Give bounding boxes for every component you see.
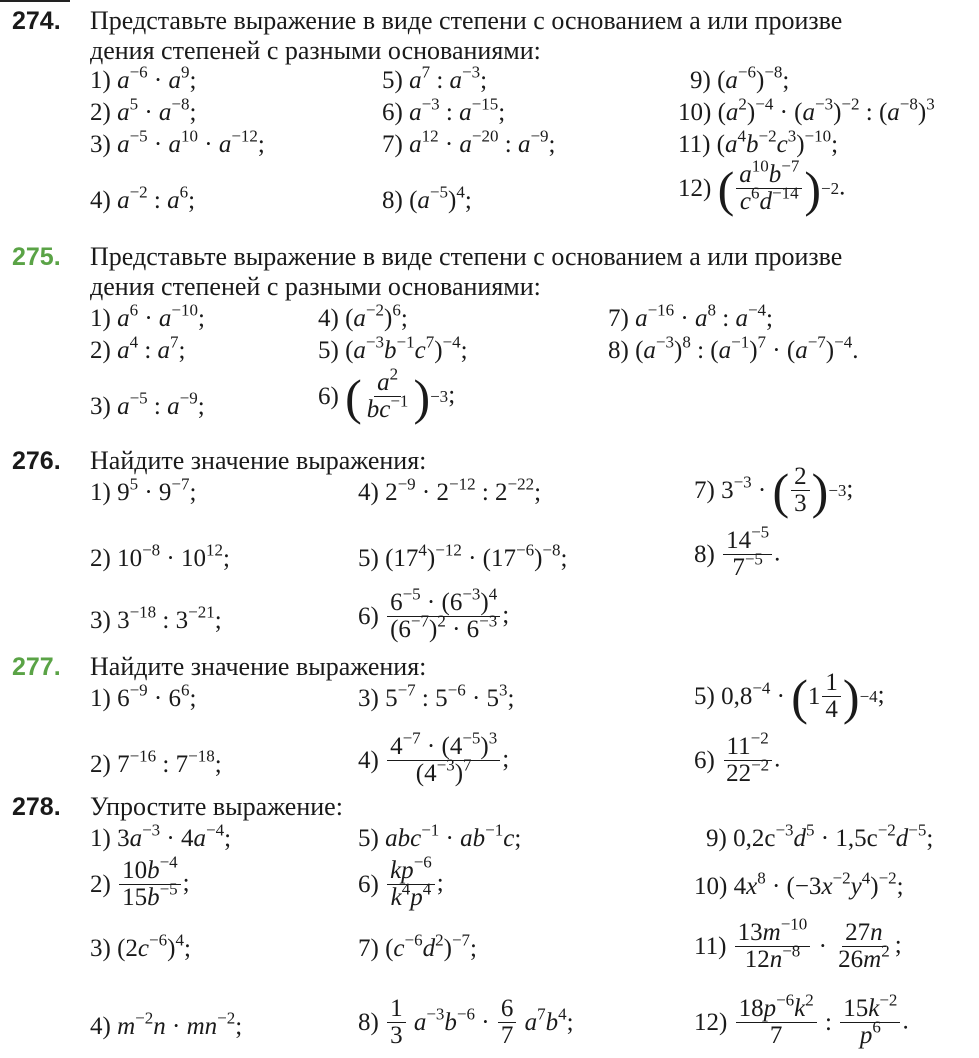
ex278-item-10: 10) $4x^8 \cdot (-3x^{-2}y^4)^{-2}$; (694, 868, 904, 900)
ex274-item-10: 10) $(a^2)^{-4} \cdot (a^{-3})^{-2}$ : $(a^{-8})^3$ (678, 94, 935, 126)
exercise-276-heading: Найдите значение выражения: (90, 446, 427, 475)
ex275-item-3: 3) $a^{-5}$ : $a^{-9}$; (90, 388, 205, 420)
ex277-item-1: 1) $6^{-9} \cdot 6^6$; (90, 680, 197, 712)
ex277-item-3: 3) $5^{-7}$ : $5^{-6} \cdot 5^3$; (358, 680, 515, 712)
ex278-item-4: 4) $m^{-2}n \cdot mn^{-2}$; (90, 1008, 243, 1040)
ex276-item-7: 7) $3^{-3}$ · ( $\frac{2}{3}$ ) −3 ; (694, 462, 854, 519)
ex275-item-7: 7) $a^{-16} \cdot a^8$ : $a^{-4}$; (608, 300, 773, 332)
ex278-item-8: 8) $\frac{1}{3}$ $a^{-3}b^{-6}$ · $\frac{6}{7}$ $a^7b^4$; (358, 995, 574, 1050)
exercise-276-number: 276. (12, 447, 61, 475)
ex278-item-2: 2) $\frac{10b^{-4}}{15b^{-5}}$ ; (90, 852, 190, 912)
ex274-item-11: 11) $(a^4b^{-2}c^3)^{-10}$; (678, 126, 839, 158)
ex278-item-5: 5) $abc^{-1} \cdot ab^{-1}c$; (358, 820, 522, 852)
ex275-item-2: 2) $a^4$ : $a^7$; (90, 332, 186, 364)
ex276-item-4: 4) $2^{-9} \cdot 2^{-12}$ : $2^{-22}$; (358, 474, 542, 506)
exercise-274-heading-line1: Представьте выражение в виде степени с основанием a или произве (90, 6, 843, 35)
ex277-item-2: 2) $7^{-16}$ : $7^{-18}$; (90, 746, 222, 778)
ex276-item-3: 3) $3^{-18}$ : $3^{-21}$; (90, 602, 222, 634)
exercise-278-number: 278. (12, 793, 61, 821)
ex278-item-6: 6) $\frac{kp^{-6}}{k^4p^4}$ ; (358, 852, 444, 912)
ex274-item-1: 1) $a^{-6} \cdot a^9$; (90, 62, 197, 94)
ex278-item-11: 11) $\frac{13m^{-10}}{12n^{-8}}$ · $\frac{27n}{26m^2}$ ; (694, 914, 902, 974)
ex274-item-3: 3) $a^{-5} \cdot a^{10} \cdot a^{-12}$; (90, 126, 265, 158)
ex274-item-12: 12) ( $\frac{a^{10}b^{-7}}{c^6d^{-14}}$ ) −2 . (678, 156, 846, 217)
ex274-item-7: 7) $a^{12} \cdot a^{-20}$ : $a^{-9}$; (382, 126, 556, 158)
ex276-item-8: 8) $\frac{14^{-5}}{7^{-5}}$ . (694, 522, 781, 582)
ex275-item-8: 8) $(a^{-3})^8$ : $(a^{-1})^7 \cdot (a^{-7})^{-4}$. (608, 332, 859, 364)
ex274-item-8: 8) $(a^{-5})^4$; (382, 182, 472, 214)
ex278-item-7: 7) $(c^{-6}d^2)^{-7}$; (358, 930, 477, 962)
exercise-274-number: 274. (12, 7, 61, 35)
ex278-item-12: 12) $\frac{18p^{-6}k^2}{7}$ : $\frac{15k^{-2}}{p^6}$ . (694, 990, 909, 1050)
ex275-item-6: 6) ( $\frac{a^2}{bc^{-1}}$ ) −3 ; (318, 364, 456, 425)
ex275-item-5: 5) $(a^{-3}b^{-1}c^7)^{-4}$; (318, 332, 468, 364)
ex276-item-1: 1) $9^5 \cdot 9^{-7}$; (90, 474, 197, 506)
exercise-277-number: 277. (12, 653, 61, 681)
ex274-item-5: 5) $a^7$ : $a^{-3}$; (382, 62, 488, 94)
exercise-274-heading-line2: дения степеней с разными основаниями: (90, 36, 541, 65)
exercise-275-heading-line2: дения степеней с разными основаниями: (90, 272, 541, 301)
ex278-item-9: 9) $0,2c^{-3}d^5 \cdot 1,5c^{-2}d^{-5}$; (706, 820, 934, 852)
top-rule (0, 0, 70, 2)
ex276-item-2: 2) $10^{-8} \cdot 10^{12}$; (90, 540, 230, 572)
exercise-277-heading: Найдите значение выражения: (90, 652, 427, 681)
ex276-item-5: 5) $(17^4)^{-12} \cdot (17^{-6})^{-8}$; (358, 540, 568, 572)
ex274-item-6: 6) $a^{-3}$ : $a^{-15}$; (382, 94, 506, 126)
ex278-item-1: 1) $3a^{-3} \cdot 4a^{-4}$; (90, 820, 232, 852)
ex276-item-6: 6) $\frac{6^{-5} \cdot (6^{-3})^4}{(6^{-7})^2 \cdot 6^{-3}}$ ; (358, 584, 510, 644)
ex277-item-5: 5) $0,8^{-4}$ · ( 1 $\frac{1}{4}$ ) −4 ; (694, 668, 885, 725)
exercise-275-number: 275. (12, 243, 61, 271)
exercise-278-heading: Упростите выражение: (90, 792, 343, 821)
ex274-item-4: 4) $a^{-2}$ : $a^6$; (90, 182, 196, 214)
ex277-item-6: 6) $\frac{11^{-2}}{22^{-2}}$ . (694, 728, 781, 788)
ex275-item-1: 1) $a^6 \cdot a^{-10}$; (90, 300, 205, 332)
ex274-item-9: 9) $(a^{-6})^{-8}$; (690, 62, 790, 94)
ex275-item-4: 4) $(a^{-2})^6$; (318, 300, 408, 332)
exercise-275-heading-line1: Представьте выражение в виде степени с основанием a или произве (90, 242, 843, 271)
ex278-item-3: 3) $(2c^{-6})^4$; (90, 930, 191, 962)
ex277-item-4: 4) $\frac{4^{-7} \cdot (4^{-5})^3}{(4^{-3})^7}$ ; (358, 728, 510, 788)
ex274-item-2: 2) $a^5 \cdot a^{-8}$; (90, 94, 197, 126)
